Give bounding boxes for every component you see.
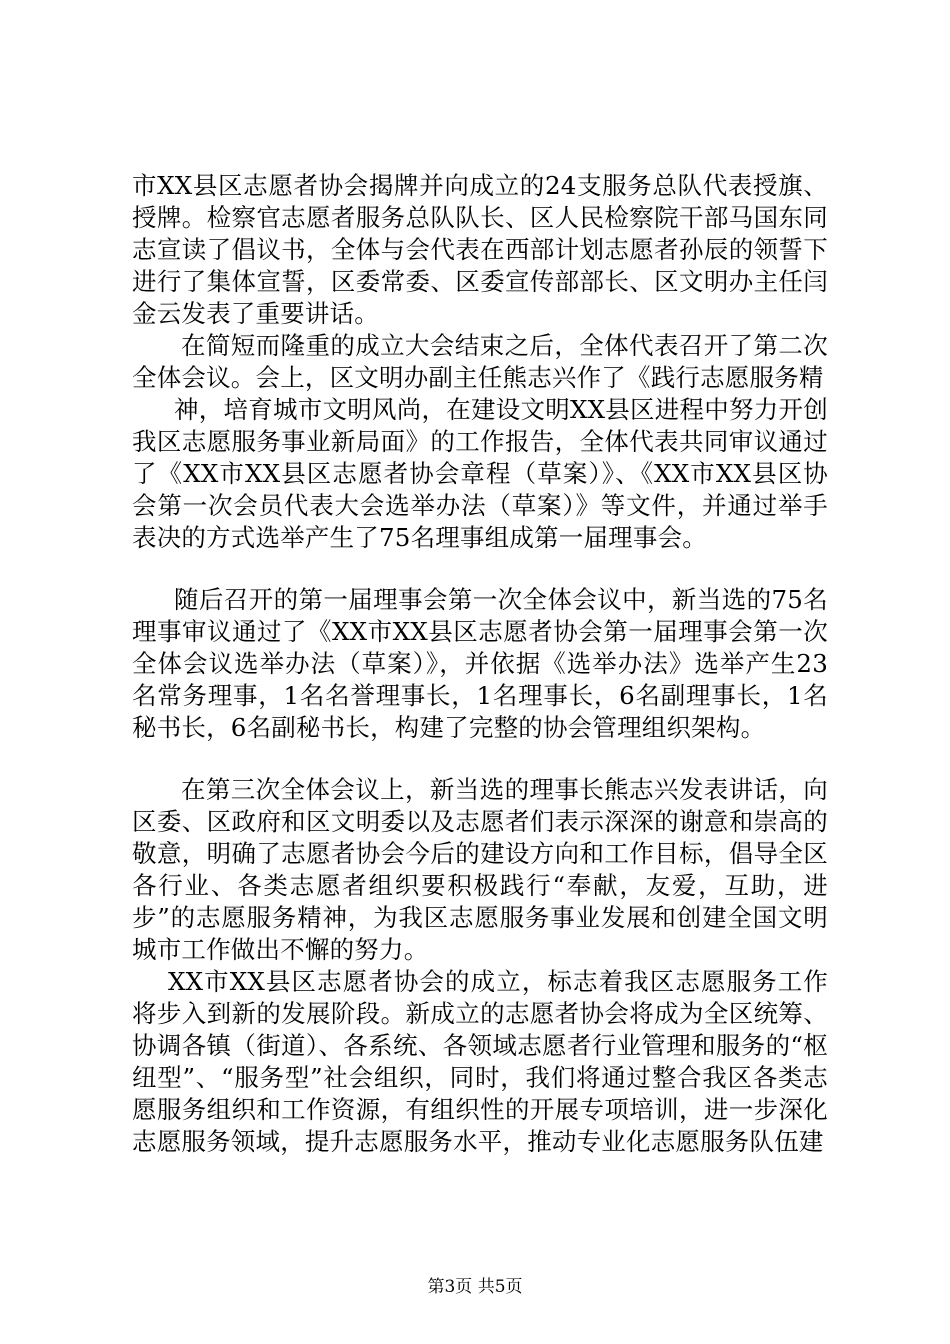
paragraph-5: 在第三次全体会议上，新当选的理事长熊志兴发表讲话，向区委、区政府和区文明委以及志愿者们表示深深的谢意和崇高的敬意，明确了志愿者协会今后的建设方向和工作目标，倡导全区各行业、各类志愿者组织要积极践行“奉献，友爱，互助，进步”的志愿服务精神，为我区志愿服务事业发展和创建全国文明城市工作做出不懈的努力。 — [132, 775, 828, 964]
paragraph-2: 在简短而隆重的成立大会结束之后，全体代表召开了第二次全体会议。会上，区文明办副主任熊志兴作了《践行志愿服务精 — [132, 331, 828, 392]
document-body — [132, 170, 828, 1158]
paragraph-6: XX市XX县区志愿者协会的成立，标志着我区志愿服务工作将步入到新的发展阶段。新成立的志愿者协会将成为全区统筹、协调各镇（街道）、各系统、各领域志愿者行业管理和服务的“枢纽型”、“服务型”社会组织，同时，我们将通过整合我区各类志愿服务组织和工作资源，有组织性的开展专项培训，进一步深化志愿服务领域，提升志愿服务水平，推动专业化志愿服务队伍建 — [132, 967, 828, 1156]
paragraph-gap — [132, 554, 828, 584]
paragraph-3: 神，培育城市文明风尚，在建设文明XX县区进程中努力开创我区志愿服务事业新局面》的工作报告，全体代表共同审议通过了《XX市XX县区志愿者协会章程（草案）》、《XX市XX县区协会第一次会员代表大会选举办法（草案）》等文件，并通过举手表决的方式选举产生了75名理事组成第一届理事会。 — [132, 395, 828, 552]
paragraph-4: 随后召开的第一届理事会第一次全体会议中，新当选的75名理事审议通过了《XX市XX县区志愿者协会第一届理事会第一次全体会议选举办法（草案）》，并依据《选举办法》选举产生23名常务理事，1名名誉理事长，1名理事长，6名副理事长，1名秘书长，6名副秘书长，构建了完整的协会管理组织架构。 — [132, 585, 828, 742]
paragraph-gap — [132, 744, 828, 774]
page-footer: 第3页 共5页 — [427, 1277, 523, 1297]
paragraph-1: 市XX县区志愿者协会揭牌并向成立的24支服务总队代表授旗、授牌。检察官志愿者服务总队队长、区人民检察院干部马国东同志宣读了倡议书，全体与会代表在西部计划志愿者孙辰的领誓下进行了集体宣誓，区委常委、区委宣传部部长、区文明办主任闫金云发表了重要讲话。 — [132, 171, 828, 328]
